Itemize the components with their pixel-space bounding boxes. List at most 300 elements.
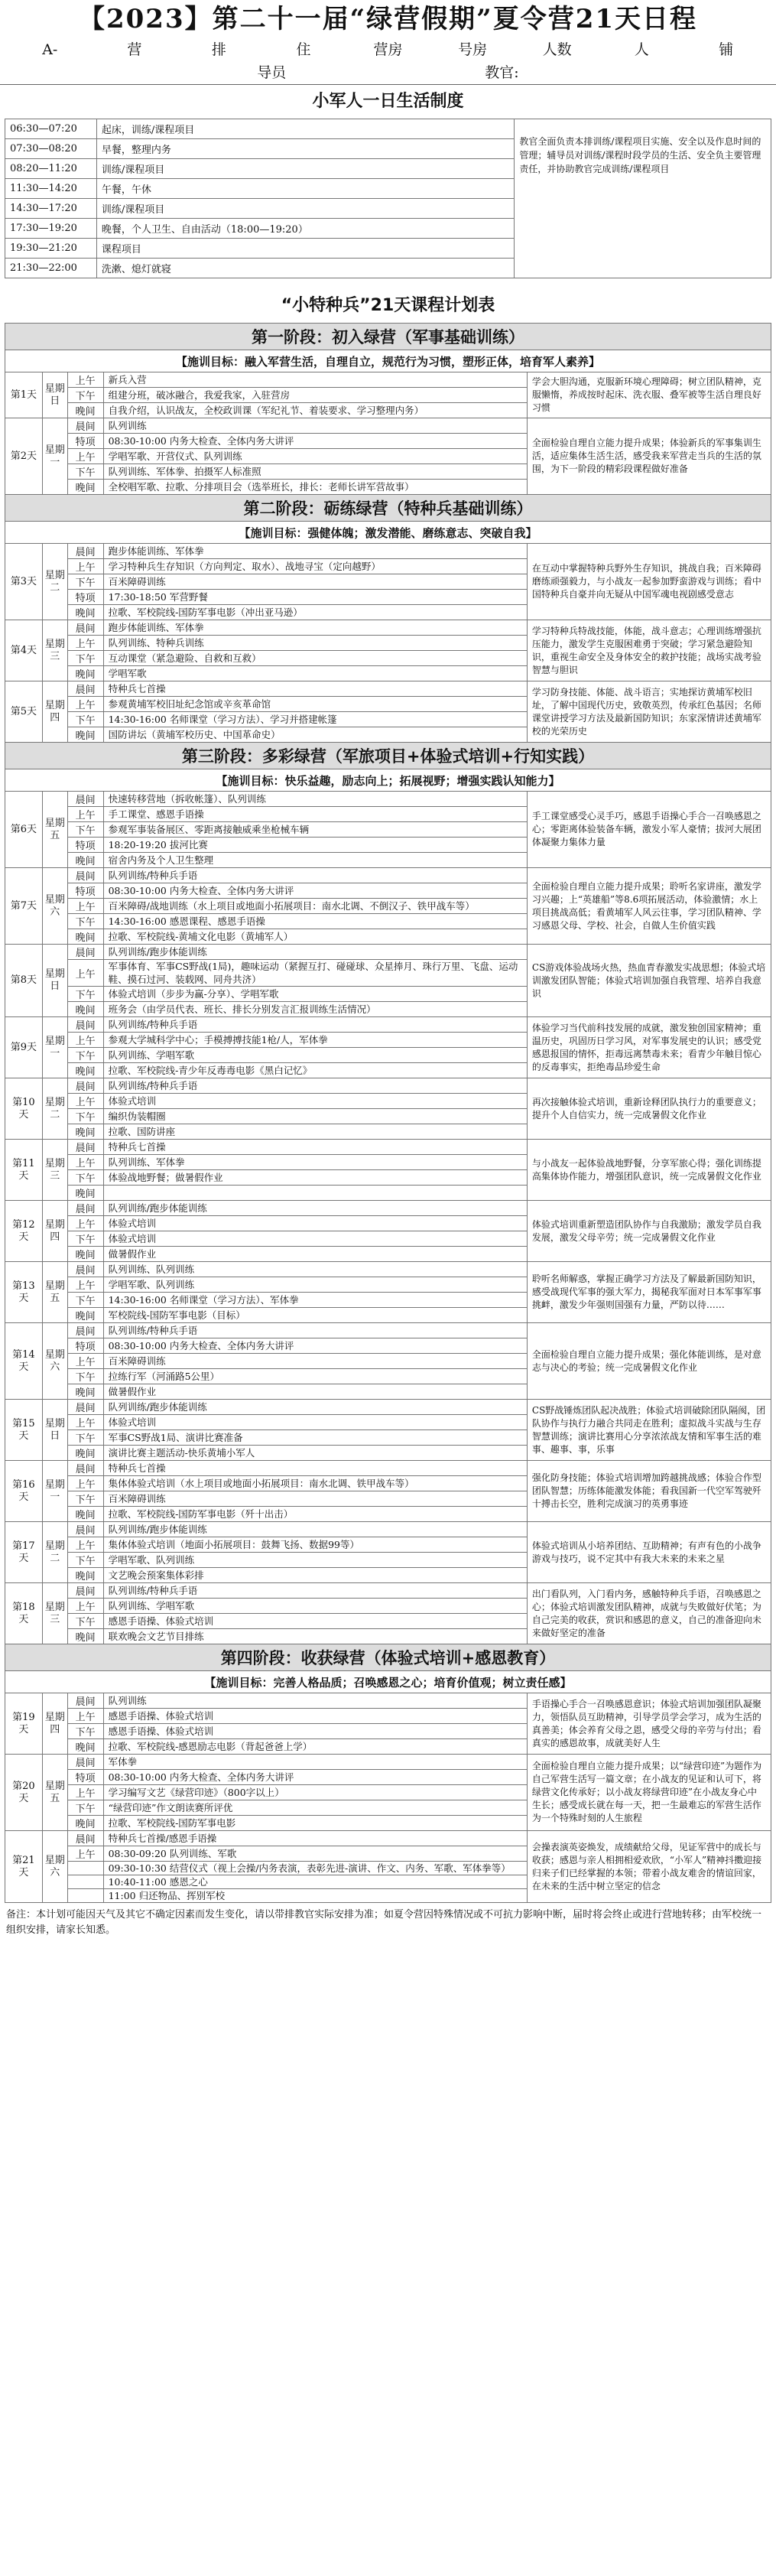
activity: 特种兵七首操 xyxy=(103,681,527,697)
time-segment: 下午 xyxy=(67,712,103,727)
time-segment: 特项 xyxy=(67,434,103,449)
activity: 特种兵七首操 xyxy=(103,1140,527,1155)
schedule-row xyxy=(5,1140,771,1155)
day-objective: 强化防身技能；体验式培训增加跨越挑战感；体验合作型团队智慧；历练体能激发体能；看我国新一代空军驾驶歼十搏击长空，胜利完成演习的英勇事迹 xyxy=(527,1461,771,1522)
activity: 编织伪装帽圈 xyxy=(103,1109,527,1124)
activity: 队列训练/特种兵手语 xyxy=(103,1017,527,1033)
time-segment: 晚间 xyxy=(67,1124,103,1140)
weekday: 星期四 xyxy=(42,1693,67,1755)
weekday: 星期六 xyxy=(42,1831,67,1903)
header-field-label: 营房 xyxy=(373,41,403,58)
time-segment: 上午 xyxy=(67,697,103,712)
weekday: 星期五 xyxy=(42,1262,67,1323)
time-segment: 特项 xyxy=(67,590,103,605)
schedule-row xyxy=(5,1262,771,1277)
time-segment: 上午 xyxy=(67,1599,103,1614)
time-segment: 晨间 xyxy=(67,1262,103,1277)
daily-activity: 晚餐，个人卫生、自由活动（18:00—19:20） xyxy=(96,219,514,239)
time-segment: 下午 xyxy=(67,1109,103,1124)
day-number: 第20天 xyxy=(5,1755,43,1831)
activity: 演讲比赛主题活动-快乐黄埔小军人 xyxy=(103,1446,527,1461)
time-segment: 下午 xyxy=(67,1491,103,1507)
time-segment: 晨间 xyxy=(67,1583,103,1599)
activity: 队列训练/跑步体能训练 xyxy=(103,1201,527,1216)
time-segment: 晨间 xyxy=(67,792,103,807)
weekday: 星期五 xyxy=(42,792,67,868)
activity: 军校院线-国防军事电影（目标） xyxy=(103,1308,527,1323)
weekday: 星期三 xyxy=(42,1583,67,1644)
activity: 队列训练 xyxy=(103,1693,527,1709)
footnote: 备注：本计划可能因天气及其它不确定因素而发生变化，请以带排教官实际安排为准；如夏令营因特殊情况或不可抗力影响中断，届时将会终止或进行营地转移；由军校统一组织安排，请家长知悉。 xyxy=(6,1909,762,1936)
activity xyxy=(103,1186,527,1201)
activity: 队列训练/特种兵手语 xyxy=(103,1323,527,1338)
time-segment: 晚间 xyxy=(67,480,103,495)
daily-activity: 早餐，整理内务 xyxy=(96,139,514,159)
time-segment: 晚间 xyxy=(67,1629,103,1644)
time-segment: 下午 xyxy=(67,1293,103,1308)
day-objective: 全面检验自理自立能力提升成果；强化体能训练，是对意志与决心的考验；统一完成暑假文化作业 xyxy=(527,1323,771,1400)
time-segment: 晨间 xyxy=(67,418,103,434)
time-segment: 上午 xyxy=(67,1415,103,1430)
time-segment: 晨间 xyxy=(67,1755,103,1770)
activity: 14:30-16:00 感恩课程、感恩手语操 xyxy=(103,914,527,929)
activity: 跑步体能训练、军体拳 xyxy=(103,620,527,636)
day-objective: 学习防身技能、体能、战斗语言；实地探访黄埔军校旧址，了解中国现代历史，致敬英烈，传承红色基因；名师课堂讲授学习方法及最新国防知识；东家深情讲述黄埔军校的光荣历史 xyxy=(527,681,771,743)
time-segment: 上午 xyxy=(67,1785,103,1800)
daily-time: 06:30—07:20 xyxy=(5,119,97,139)
time-segment: 下午 xyxy=(67,1614,103,1629)
schedule-row xyxy=(5,418,771,434)
day-objective: 手工课堂感受心灵手巧，感恩手语操心手合一召唤感恩之心；零距离体验装备车辆，激发小军人豪情；拔河大展团体凝聚力集体力量 xyxy=(527,792,771,868)
daily-note: 教官全面负责本排训练/课程项目实施、安全以及作息时间的管理；辅导员对训练/课程时段学员的生活、安全负主要管理责任，并协助教官完成训练/课程项目 xyxy=(515,119,771,278)
activity: 体验式培训 xyxy=(103,1415,527,1430)
activity: 做暑假作业 xyxy=(103,1384,527,1400)
activity: 特种兵七首操/感恩手语操 xyxy=(103,1831,527,1846)
time-segment: 晚间 xyxy=(67,929,103,945)
activity: 参观黄埔军校旧址纪念馆或辛亥革命馆 xyxy=(103,697,527,712)
activity: 全校唱军歌、拉歌、分排项目会（选举班长，排长：老师长讲军营故事） xyxy=(103,480,527,495)
time-segment: 晨间 xyxy=(67,1461,103,1476)
day-objective: 在互动中掌握特种兵野外生存知识，挑战自我；百米障碍磨练顽强毅力，与小战友一起参加野蛮游戏与训练；看中国特种兵自豪并向无疑从中国军魂电视剧感受意志 xyxy=(527,544,771,620)
camper-info-row xyxy=(0,38,776,61)
weekday: 星期二 xyxy=(42,544,67,620)
day-number: 第8天 xyxy=(5,945,43,1017)
time-segment: 上午 xyxy=(67,1277,103,1293)
time-segment: 晚间 xyxy=(67,1816,103,1831)
schedule-row xyxy=(5,1323,771,1338)
day-objective: 体验学习当代前科技发展的成就，激发独创国家精神；重温历史，巩固历日学习风，对军事发展史的认识；感受党感恩报国的情怀，拒毒远离禁毒未来；看青少年触目惊心的反毒事实，拒绝毒品珍爱生命 xyxy=(527,1017,771,1078)
time-segment: 晨间 xyxy=(67,1400,103,1415)
time-segment: 晨间 xyxy=(67,1017,103,1033)
day-objective: 出门看队列，入门看内务，感触特种兵手语，召唤感恩之心；体验式培训激发团队精神，成就与失败做好伏笔；为自己完美的收获，赏识和感恩的意义，自己的准备迎向未来做好坚定的准备 xyxy=(527,1583,771,1644)
activity: 体验式培训 xyxy=(103,1231,527,1247)
activity: 拉歌、军校院线-青少年反毒毒电影《黑白记忆》 xyxy=(103,1063,527,1078)
activity: 队列训练/跑步体能训练 xyxy=(103,1522,527,1537)
weekday: 星期六 xyxy=(42,1323,67,1400)
phase-goal: 【施训目标：融入军营生活，自理自立，规范行为习惯，塑形正体，培育军人素养】 xyxy=(5,350,771,372)
time-segment: 下午 xyxy=(67,822,103,838)
activity: 集体体验式培训（水上项目或地面小拓展项目：南水北调、铁甲战车等） xyxy=(103,1476,527,1491)
day-number: 第9天 xyxy=(5,1017,43,1078)
time-segment: 下午 xyxy=(67,1369,103,1384)
day-number: 第4天 xyxy=(5,620,43,681)
weekday: 星期五 xyxy=(42,1755,67,1831)
header-field-label: 教官: xyxy=(485,64,519,81)
activity: 文艺晚会预案集体彩排 xyxy=(103,1568,527,1583)
day-number: 第5天 xyxy=(5,681,43,743)
time-segment: 晚间 xyxy=(67,666,103,681)
activity: 做暑假作业 xyxy=(103,1247,527,1262)
header-field-label: 人 xyxy=(634,41,649,58)
daily-activity: 训练/课程项目 xyxy=(96,159,514,179)
activity: 体验战地野餐；做暑假作业 xyxy=(103,1170,527,1186)
activity: 队列训练、军体拳、拍摄军人标准照 xyxy=(103,464,527,480)
schedule-row xyxy=(5,1693,771,1709)
activity: 学唱军歌、队列训练 xyxy=(103,1553,527,1568)
activity: 拉歌、军校院线-感恩励志电影（背起爸爸上学） xyxy=(103,1739,527,1755)
phase-goal: 【施训目标：完善人格品质；召唤感恩之心；培育价值观；树立责任感】 xyxy=(5,1671,771,1693)
activity: 08:30-09:20 队列训练、军歌 xyxy=(103,1846,527,1862)
time-segment: 晚间 xyxy=(67,1739,103,1755)
activity: 感恩手语操、体验式培训 xyxy=(103,1614,527,1629)
time-segment: 晚间 xyxy=(67,1384,103,1400)
schedule-row xyxy=(5,1583,771,1599)
activity: 08:30-10:00 内务大检查、全体内务大讲评 xyxy=(103,883,527,899)
time-segment xyxy=(67,1875,103,1889)
activity: 队列训练、队列训练 xyxy=(103,1262,527,1277)
daily-row xyxy=(5,119,771,139)
header-field-label: 铺 xyxy=(719,41,734,58)
daily-time: 11:30—14:20 xyxy=(5,179,97,199)
activity: 队列训练/特种兵手语 xyxy=(103,1078,527,1094)
time-segment: 晨间 xyxy=(67,1522,103,1537)
day-objective: 手语操心手合一召唤感恩意识；体验式培训加强团队凝聚力，领悟队员互助精神，引导学员学会学习，成为生活的真善美；体会养育父母之恩，感受父母的辛劳与付出；看真实的感恩故事，成就美好人生 xyxy=(527,1693,771,1755)
activity: 队列训练、特种兵训练 xyxy=(103,636,527,651)
time-segment: 晨间 xyxy=(67,681,103,697)
day-number: 第1天 xyxy=(5,372,43,418)
time-segment: 晨间 xyxy=(67,1201,103,1216)
day-objective: CS野战锤炼团队起决战胜；体验式培训破除团队隔阂，团队协作与执行力融合共同走在胜利；虚拟战斗实战与生存智慧训练；演讲比赛用心分享浓浓战友情和军事生活的难事、趣事、事，乐事 xyxy=(527,1400,771,1461)
activity: 集体体验式培训（地面小拓展项目：鼓舞飞扬、数据99等） xyxy=(103,1537,527,1553)
activity: 联欢晚会文艺节目排练 xyxy=(103,1629,527,1644)
phase-goal: 【施训目标：强健体魄；激发潜能、磨练意志、突破自我】 xyxy=(5,522,771,544)
activity: 拉歌、军校院线-国防军事电影（歼十出击） xyxy=(103,1507,527,1522)
activity: 学习特种兵生存知识（方向判定、取水）、战地寻宝（定向越野） xyxy=(103,559,527,574)
schedule-row xyxy=(5,1017,771,1033)
time-segment: 特项 xyxy=(67,838,103,853)
activity: 手工课堂、感恩手语操 xyxy=(103,807,527,822)
activity: 宿舍内务及个人卫生整理 xyxy=(103,853,527,868)
day-number: 第13天 xyxy=(5,1262,43,1323)
time-segment: 下午 xyxy=(67,1724,103,1739)
activity: 队列训练/跑步体能训练 xyxy=(103,945,527,960)
daily-activity: 午餐，午休 xyxy=(96,179,514,199)
phase-title: 第二阶段：砺练绿营（特种兵基础训练） xyxy=(5,495,771,522)
day-number: 第19天 xyxy=(5,1693,43,1755)
time-segment: 晚间 xyxy=(67,1507,103,1522)
time-segment: 上午 xyxy=(67,1709,103,1724)
daily-time: 14:30—17:20 xyxy=(5,199,97,219)
activity: 学唱军歌、队列训练 xyxy=(103,1277,527,1293)
activity: 体验式培训 xyxy=(103,1094,527,1109)
time-segment: 晨间 xyxy=(67,868,103,883)
activity: 队列训练/特种兵手语 xyxy=(103,1583,527,1599)
schedule-row xyxy=(5,792,771,807)
time-segment: 上午 xyxy=(67,1476,103,1491)
activity: 11:00 归还物品、挥别军校 xyxy=(103,1889,527,1903)
schedule-row xyxy=(5,1400,771,1415)
time-segment: 上午 xyxy=(67,1155,103,1170)
day-objective: 聆听名师解惑，掌握正确学习方法及了解最新国防知识，感受战现代军事的强大军力，揭秘我军面对日本军事军事挑衅，激发少年强则国强有力量，严防以待…… xyxy=(527,1262,771,1323)
activity: 队列训练 xyxy=(103,418,527,434)
time-segment: 晚间 xyxy=(67,1308,103,1323)
activity: 拉歌、军校院线-国防军事电影 xyxy=(103,1816,527,1831)
daily-schedule-table xyxy=(5,119,771,278)
time-segment: 下午 xyxy=(67,1231,103,1247)
activity: 组建分班，破冰融合，我爱我家，入驻营房 xyxy=(103,388,527,403)
time-segment: 晨间 xyxy=(67,1693,103,1709)
activity: 10:40-11:00 感恩之心 xyxy=(103,1875,527,1889)
time-segment: 下午 xyxy=(67,1800,103,1816)
day-number: 第6天 xyxy=(5,792,43,868)
schedule-row xyxy=(5,544,771,559)
phase-title: 第三阶段：多彩绿营（军旅项目+体验式培训+行知实践） xyxy=(5,743,771,769)
time-segment: 晨间 xyxy=(67,1078,103,1094)
activity: 拉歌、军校院线-国防军事电影（冲出亚马逊） xyxy=(103,605,527,620)
daily-time: 08:20—11:20 xyxy=(5,159,97,179)
time-segment: 下午 xyxy=(67,651,103,666)
activity: 队列训练/跑步体能训练 xyxy=(103,1400,527,1415)
activity: 参观大学城科学中心；手模搏搏技能1枪/人，军体拳 xyxy=(103,1033,527,1048)
time-segment: 下午 xyxy=(67,574,103,590)
day-objective: 全面检验自理自立能力提升成果；以“绿营印迹”为题作为自己军营生活写一篇文章；在小战友的见证和认可下，将绿营文化传承好；以小战友将绿营印迹”在小战友身心中生长；感受成长就在每一天，把一生最难忘的军营生活作为一个特殊时刻的人生旅程 xyxy=(527,1755,771,1831)
daily-activity: 洗漱、熄灯就寝 xyxy=(96,259,514,278)
time-segment: 下午 xyxy=(67,388,103,403)
day-objective: 再次接触体验式培训，重新诠释团队执行力的重要意义；提升个人自信实力，统一完成暑假文化作业 xyxy=(527,1078,771,1140)
time-segment: 上午 xyxy=(67,559,103,574)
phase-title: 第四阶段：收获绿营（体验式培训+感恩教育） xyxy=(5,1644,771,1671)
header-field-label: 排 xyxy=(211,41,226,58)
weekday: 星期三 xyxy=(42,620,67,681)
time-segment: 上午 xyxy=(67,1216,103,1231)
activity: 18:20-19:20 拔河比赛 xyxy=(103,838,527,853)
header-field-label: 号房 xyxy=(458,41,488,58)
activity: 14:30-16:00 名师课堂（学习方法）、军体拳 xyxy=(103,1293,527,1308)
activity: 班务会（由学员代表、班长、排长分别发言汇报训练生活情况） xyxy=(103,1002,527,1017)
day-objective: 体验式培训重新塑造团队协作与自我激励；激发学员自我发展，激发父母辛劳；统一完成暑假文化作业 xyxy=(527,1201,771,1262)
time-segment: 上午 xyxy=(67,899,103,914)
time-segment: 下午 xyxy=(67,1048,103,1063)
activity: 学唱军歌、开营仪式、队列训练 xyxy=(103,449,527,464)
time-segment: 晨间 xyxy=(67,1140,103,1155)
activity: 17:30-18:50 军营野餐 xyxy=(103,590,527,605)
activity: 08:30-10:00 内务大检查、全体内务大讲评 xyxy=(103,434,527,449)
time-segment: 上午 xyxy=(67,960,103,987)
weekday: 星期四 xyxy=(42,681,67,743)
schedule-row xyxy=(5,1201,771,1216)
time-segment: 特项 xyxy=(67,883,103,899)
time-segment: 上午 xyxy=(67,807,103,822)
activity: 军事体育、军事CS野战(1局)，趣味运动（紧握互打、碰碰球、众星捧月、珠行万里、飞盘、运动鞋、摸石过河、装载网、同舟共济） xyxy=(103,960,527,987)
header-field-label: 导员 xyxy=(257,64,287,81)
weekday: 星期二 xyxy=(42,1522,67,1583)
activity: 自我介绍，认识战友，全校政训课（军纪礼节、着装要求、学习整理内务） xyxy=(103,403,527,418)
day-number: 第16天 xyxy=(5,1461,43,1522)
activity: 互动课堂（紧急避险、自救和互救） xyxy=(103,651,527,666)
weekday: 星期三 xyxy=(42,1140,67,1201)
activity: 体验式培训 xyxy=(103,1216,527,1231)
time-segment xyxy=(67,1889,103,1903)
activity: 快速转移营地（拆收帐篷）、队列训练 xyxy=(103,792,527,807)
activity: 军事CS野战1局、演讲比赛准备 xyxy=(103,1430,527,1446)
time-segment: 下午 xyxy=(67,914,103,929)
activity: 百米障碍/战地训练（水上项目或地面小拓展项目：南水北调、不倒汉子、铁甲战车等） xyxy=(103,899,527,914)
daily-time: 07:30—08:20 xyxy=(5,139,97,159)
day-number: 第3天 xyxy=(5,544,43,620)
day-number: 第10天 xyxy=(5,1078,43,1140)
day-objective: 学会大胆沟通，克服新环境心理障碍；树立团队精神，克服懒惰，养成按时起床、洗衣服、叠军被等生活自理良好习惯 xyxy=(527,372,771,418)
daily-schedule-title: 小军人一日生活制度 xyxy=(312,92,464,111)
activity: 09:30-10:30 结营仪式（视上会操/内务表演，表彰先进-演讲、作文、内务、军歌、军体拳等） xyxy=(103,1862,527,1875)
day-number: 第2天 xyxy=(5,418,43,495)
page-title: 【2023】第二十一届“绿营假期”夏令营21天日程 xyxy=(78,4,698,34)
activity: 国防讲坛（黄埔军校历史、中国革命史） xyxy=(103,727,527,743)
weekday: 星期日 xyxy=(42,945,67,1017)
schedule-row xyxy=(5,1831,771,1846)
phase-title: 第一阶段：初入绿营（军事基础训练） xyxy=(5,324,771,350)
time-segment: 晨间 xyxy=(67,620,103,636)
activity: 14:30-16:00 名师课堂（学习方法）、学习并搭建帐篷 xyxy=(103,712,527,727)
header-field-label: 人数 xyxy=(542,41,572,58)
day-number: 第14天 xyxy=(5,1323,43,1400)
activity: 军体拳 xyxy=(103,1755,527,1770)
time-segment: 晚间 xyxy=(67,1063,103,1078)
schedule-row xyxy=(5,1522,771,1537)
day-objective: 全面检验自理自立能力提升成果；体验新兵的军事集训生活，适应集体生活生活，感受我来军营走当兵的生活的氛围，为下一阶段的精彩段课程做好准备 xyxy=(527,418,771,495)
weekday: 星期二 xyxy=(42,1078,67,1140)
time-segment: 晨间 xyxy=(67,544,103,559)
weekday: 星期一 xyxy=(42,1017,67,1078)
activity: 学唱军歌 xyxy=(103,666,527,681)
activity: 百米障碍训练 xyxy=(103,1354,527,1369)
time-segment: 晨间 xyxy=(67,1831,103,1846)
time-segment: 特项 xyxy=(67,1770,103,1785)
activity: 08:30-10:00 内务大检查、全体内务大讲评 xyxy=(103,1338,527,1354)
day-number: 第18天 xyxy=(5,1583,43,1644)
activity: 百米障碍训练 xyxy=(103,1491,527,1507)
activity: 队列训练/特种兵手语 xyxy=(103,868,527,883)
time-segment: 上午 xyxy=(67,1846,103,1862)
day-objective: 体验式培训从小培养团结、互助精神；有声有色的小战争游戏与技巧，说不定其中有我大未来的未来之星 xyxy=(527,1522,771,1583)
day-objective: CS游戏体验战场火热，热血青春激发实战思想；体验式培训激发团队智能；体验式培训加强自我管理、培养自我意识 xyxy=(527,945,771,1017)
header-field-label: A- xyxy=(42,41,58,58)
time-segment: 上午 xyxy=(67,372,103,388)
time-segment: 晚间 xyxy=(67,1446,103,1461)
daily-time: 21:30—22:00 xyxy=(5,259,97,278)
activity: 队列训练、军体拳 xyxy=(103,1155,527,1170)
activity: 百米障碍训练 xyxy=(103,574,527,590)
time-segment: 下午 xyxy=(67,987,103,1002)
phase-goal: 【施训目标：快乐益趣，励志向上；拓展视野；增强实践认知能力】 xyxy=(5,769,771,792)
weekday: 星期六 xyxy=(42,868,67,945)
weekday: 星期一 xyxy=(42,1461,67,1522)
weekday: 星期四 xyxy=(42,1201,67,1262)
schedule-row xyxy=(5,620,771,636)
activity: 08:30-10:00 内务大检查、全体内务大讲评 xyxy=(103,1770,527,1785)
day-number: 第12天 xyxy=(5,1201,43,1262)
time-segment: 上午 xyxy=(67,1537,103,1553)
time-segment: 特项 xyxy=(67,1338,103,1354)
activity: 队列训练、学唱军歌 xyxy=(103,1599,527,1614)
activity: “绿营印迹”作文朗读赛所评优 xyxy=(103,1800,527,1816)
header-field-label: 住 xyxy=(296,41,311,58)
time-segment: 上午 xyxy=(67,636,103,651)
activity: 跑步体能训练、军体拳 xyxy=(103,544,527,559)
staff-info-row xyxy=(0,61,776,85)
activity: 拉歌、军校院线-黄埔文化电影（黄埔军人） xyxy=(103,929,527,945)
activity: 新兵入营 xyxy=(103,372,527,388)
daily-time: 19:30—21:20 xyxy=(5,239,97,259)
weekday: 星期日 xyxy=(42,372,67,418)
time-segment: 晨间 xyxy=(67,1323,103,1338)
schedule-row xyxy=(5,945,771,960)
day-number: 第7天 xyxy=(5,868,43,945)
time-segment xyxy=(67,1862,103,1875)
schedule-row xyxy=(5,1755,771,1770)
weekday: 星期日 xyxy=(42,1400,67,1461)
time-segment: 下午 xyxy=(67,1430,103,1446)
time-segment: 晨间 xyxy=(67,945,103,960)
day-number: 第17天 xyxy=(5,1522,43,1583)
time-segment: 晚间 xyxy=(67,1002,103,1017)
schedule-row xyxy=(5,1078,771,1094)
day-number: 第15天 xyxy=(5,1400,43,1461)
time-segment: 下午 xyxy=(67,1553,103,1568)
day-objective: 全面检验自理自立能力提升成果；聆听名家讲座，激发学习兴趣；上“英雄船”等8.6项拓展活动，体验激情；水上项目挑战高低；看黄埔军人风云往事，学习团队精神、学习感恩父母、学校、社会，自做人生价值实践 xyxy=(527,868,771,945)
time-segment: 下午 xyxy=(67,1170,103,1186)
activity: 感恩手语操、体验式培训 xyxy=(103,1724,527,1739)
course-plan-table xyxy=(5,323,771,1903)
time-segment: 晚间 xyxy=(67,403,103,418)
day-number: 第11天 xyxy=(5,1140,43,1201)
activity: 队列训练、学唱军歌 xyxy=(103,1048,527,1063)
activity: 体验式培训（步步为赢-分享）、学唱军歌 xyxy=(103,987,527,1002)
day-objective: 与小战友一起体验战地野餐，分享军旅心得；强化训练提高集体协作能力，增强团队意识，统一完成暑假文化作业 xyxy=(527,1140,771,1201)
schedule-row xyxy=(5,868,771,883)
time-segment: 晚间 xyxy=(67,605,103,620)
daily-activity: 训练/课程项目 xyxy=(96,199,514,219)
schedule-row xyxy=(5,681,771,697)
time-segment: 上午 xyxy=(67,1033,103,1048)
weekday: 星期一 xyxy=(42,418,67,495)
time-segment: 晚间 xyxy=(67,853,103,868)
course-plan-title: “小特种兵”21天课程计划表 xyxy=(281,296,495,315)
day-number: 第21天 xyxy=(5,1831,43,1903)
time-segment: 晚间 xyxy=(67,1568,103,1583)
activity: 拉练行军（河涌路5公里） xyxy=(103,1369,527,1384)
activity: 感恩手语操、体验式培训 xyxy=(103,1709,527,1724)
time-segment: 晚间 xyxy=(67,1247,103,1262)
daily-activity: 课程项目 xyxy=(96,239,514,259)
activity: 拉歌、国防讲座 xyxy=(103,1124,527,1140)
time-segment: 晚间 xyxy=(67,1186,103,1201)
daily-activity: 起床，训练/课程项目 xyxy=(96,119,514,139)
schedule-row xyxy=(5,372,771,388)
activity: 参观军事装备展区、零距离接触威乘坐枪械车辆 xyxy=(103,822,527,838)
time-segment: 上午 xyxy=(67,1354,103,1369)
activity: 学习编写文艺《绿营印迹》（800字以上） xyxy=(103,1785,527,1800)
time-segment: 下午 xyxy=(67,464,103,480)
